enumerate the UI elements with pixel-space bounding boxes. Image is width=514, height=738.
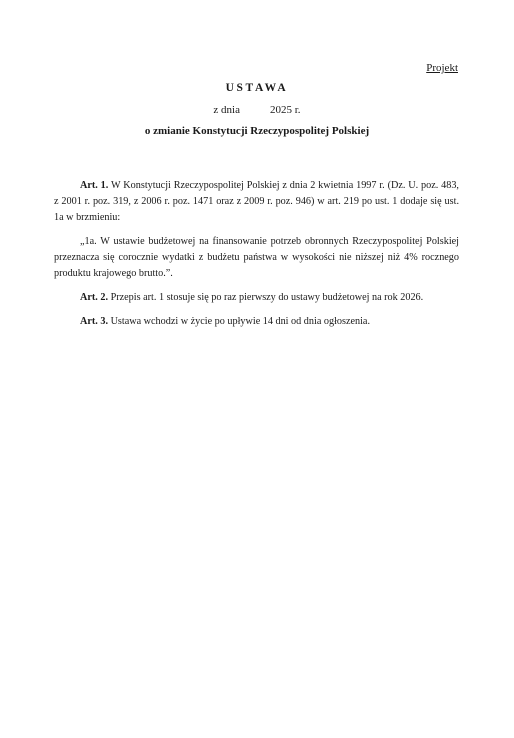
article-3-text: Ustawa wchodzi w życie po upływie 14 dni od dnia ogłoszenia.	[110, 316, 370, 327]
document-subtitle: o zmianie Konstytucji Rzeczypospolitej Polskiej	[144, 125, 370, 137]
article-1-label: Art. 1.	[80, 180, 109, 191]
date-line	[0, 104, 514, 116]
article-1-quote	[54, 234, 459, 282]
projekt-label: Projekt	[426, 62, 458, 74]
document-body	[54, 178, 459, 338]
date-year: 2025 r.	[270, 104, 301, 116]
article-2-text: Przepis art. 1 stosuje się po raz pierwszy do ustawy budżetowej na rok 2026.	[110, 292, 424, 303]
article-1-text: W Konstytucji Rzeczypospolitej Polskiej z dnia 2 kwietnia 1997 r. (Dz. U. poz. 483, z 2001 r. poz. 319, z 2006 r. poz. 1471 oraz z 2009 r. poz. 946) w art. 219 po ust. 1 dodaje się ust. 1a w brzmieniu:	[54, 180, 459, 223]
date-prefix: z dnia	[213, 104, 240, 116]
article-2-label: Art. 2.	[80, 292, 109, 303]
article-3	[54, 314, 459, 330]
article-2	[54, 290, 459, 306]
article-3-label: Art. 3.	[80, 316, 109, 327]
document-title: USTAWA	[225, 82, 289, 94]
article-1-quote-text: „1a. W ustawie budżetowej na finansowanie potrzeb obronnych Rzeczypospolitej Polskiej przeznacza się corocznie wydatki z budżetu państwa w wysokości nie niższej niż 4% rocznego produktu krajowego brutto.”.	[54, 236, 459, 279]
article-1	[54, 178, 459, 226]
